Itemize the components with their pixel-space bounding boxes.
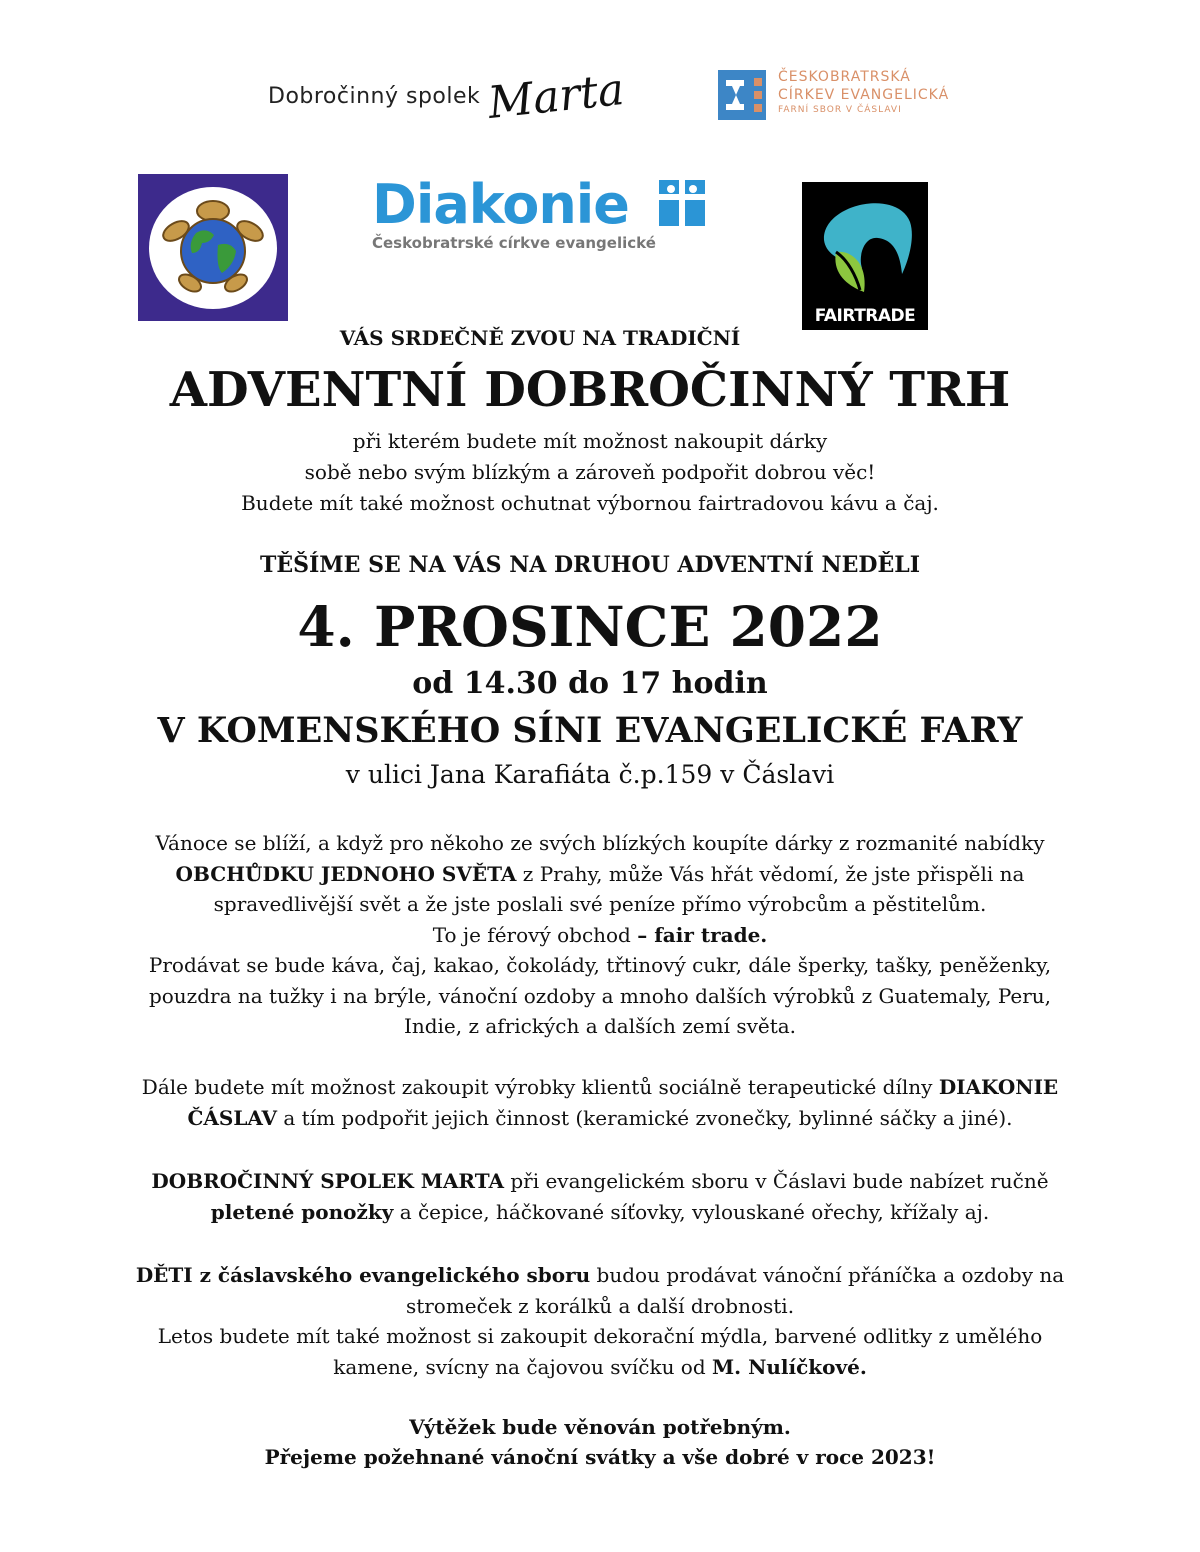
marta-logo-script: Marta	[485, 63, 627, 129]
event-place: V KOMENSKÉHO SÍNI EVANGELICKÉ FARY	[157, 710, 1023, 751]
text: budou prodávat vánoční přáníčka a ozdoby na	[590, 1263, 1065, 1287]
diakonie-logo-word: Diakonie	[372, 173, 629, 236]
closing-line-1: Výtěžek bude věnován potřebným.	[409, 1415, 791, 1439]
ccsb-logo	[718, 70, 949, 122]
text: při evangelickém sboru v Čáslavi bude nabízet ručně	[504, 1169, 1049, 1193]
paragraph-children	[60, 1260, 1140, 1382]
diakonie-logo	[372, 173, 712, 258]
paragraph-line: pouzdra na tužky i na brýle, vánoční ozdoby a mnoho dalších výrobků z Guatemaly, Peru,	[148, 983, 1052, 1008]
bold-text: DĚTI z čáslavského evangelického sboru	[135, 1263, 591, 1287]
bold-text: DIAKONIE	[938, 1075, 1059, 1099]
ccsb-logo-line1: ČESKOBRATRSKÁ	[778, 69, 911, 85]
invite-line: VÁS SRDEČNĚ ZVOU NA TRADIČNÍ	[339, 326, 741, 350]
intro-line-1: při kterém budete mít možnost nakoupit dárky	[352, 429, 828, 453]
paragraph-line	[60, 1103, 1140, 1134]
turtle-globe-icon	[146, 183, 280, 313]
paragraph-line: Letos budete mít také možnost si zakoupit dekorační mýdla, barvené odlitky z umělého	[157, 1324, 1043, 1348]
paragraph-line: Prodávat se bude káva, čaj, kakao, čokolády, třtinový cukr, dále šperky, tašky, peněženky,	[148, 953, 1052, 977]
paragraph-line	[60, 1260, 1140, 1291]
paragraph-line	[60, 859, 1140, 890]
closing-line-2: Přejeme požehnané vánoční svátky a vše dobré v roce 2023!	[264, 1445, 936, 1469]
intro-text	[0, 426, 1190, 519]
fairtrade-logo	[802, 182, 928, 330]
paragraph-line: stromeček z korálků a další drobnosti.	[405, 1293, 795, 1318]
paragraph-line: Vánoce se blíží, a když pro někoho ze svých blízkých koupíte dárky z rozmanité nabídky	[155, 831, 1045, 855]
event-date: 4. PROSINCE 2022	[297, 594, 883, 659]
paragraph-line	[60, 1072, 1140, 1103]
bold-text: OBCHŮDKU JEDNOHO SVĚTA	[175, 861, 517, 886]
bold-text: pletené ponožky	[210, 1199, 394, 1224]
paragraph-line: spravedlivější svět a že jste poslali své peníze přímo výrobcům a pěstitelům.	[213, 892, 987, 916]
text: a tím podpořit jejich činnost (keramické zvonečky, bylinné sáčky a jiné).	[277, 1105, 1013, 1130]
marta-logo	[268, 63, 627, 129]
event-address: v ulici Jana Karafiáta č.p.159 v Čáslavi	[345, 760, 835, 789]
bold-text: DOBROČINNÝ SPOLEK MARTA	[151, 1169, 504, 1193]
intro-line-3: Budete mít také možnost ochutnat výbornou fairtradovou kávu a čaj.	[241, 491, 939, 515]
text: To je férový obchod	[432, 922, 638, 947]
ccsb-logo-line2: CÍRKEV EVANGELICKÁ	[778, 87, 950, 103]
text: a čepice, háčkované síťovky, vylouskané ořechy, křížaly aj.	[393, 1199, 990, 1224]
bold-text: – fair trade.	[637, 922, 768, 947]
paragraph-diakonie	[60, 1072, 1140, 1133]
intro-line-2: sobě nebo svým blízkým a zároveň podpořit dobrou věc!	[304, 460, 876, 484]
text: z Prahy, může Vás hřát vědomí, že jste přispěli na	[516, 861, 1025, 886]
diakonie-logo-subtitle: Českobratrské církve evangelické	[372, 234, 656, 252]
marta-logo-prefix: Dobročinný spolek	[268, 83, 481, 109]
fairtrade-label: FAIRTRADE	[814, 306, 916, 326]
event-title: ADVENTNÍ DOBROČINNÝ TRH	[169, 362, 1011, 418]
bold-text: ČÁSLAV	[187, 1105, 277, 1130]
closing-text	[0, 1412, 1200, 1472]
paragraph-line	[60, 1166, 1140, 1197]
chalice-cross-icon	[718, 70, 766, 120]
paragraph-line	[60, 1352, 1140, 1383]
bold-text: M. Nulíčkové.	[712, 1354, 867, 1379]
text: Dále budete mít možnost zakoupit výrobky klientů sociálně terapeutické dílny	[141, 1075, 939, 1099]
diakonie-cross-icon	[659, 180, 705, 226]
fairtrade-mark-icon	[802, 182, 928, 302]
text: kamene, svícny na čajovou svíčku od	[333, 1354, 713, 1379]
event-time: od 14.30 do 17 hodin	[412, 666, 768, 701]
paragraph-line: Indie, z afrických a dalších zemí světa.	[403, 1014, 797, 1038]
ccsb-logo-line3: FARNÍ SBOR V ČÁSLAVI	[778, 105, 902, 115]
turtle-globe-logo	[138, 174, 288, 321]
paragraph-line	[60, 1197, 1140, 1228]
paragraph-marta	[60, 1166, 1140, 1227]
paragraph-fairtrade	[60, 828, 1140, 1042]
paragraph-line	[60, 920, 1140, 951]
meet-line: TĚŠÍME SE NA VÁS NA DRUHOU ADVENTNÍ NEDĚLI	[259, 552, 921, 578]
